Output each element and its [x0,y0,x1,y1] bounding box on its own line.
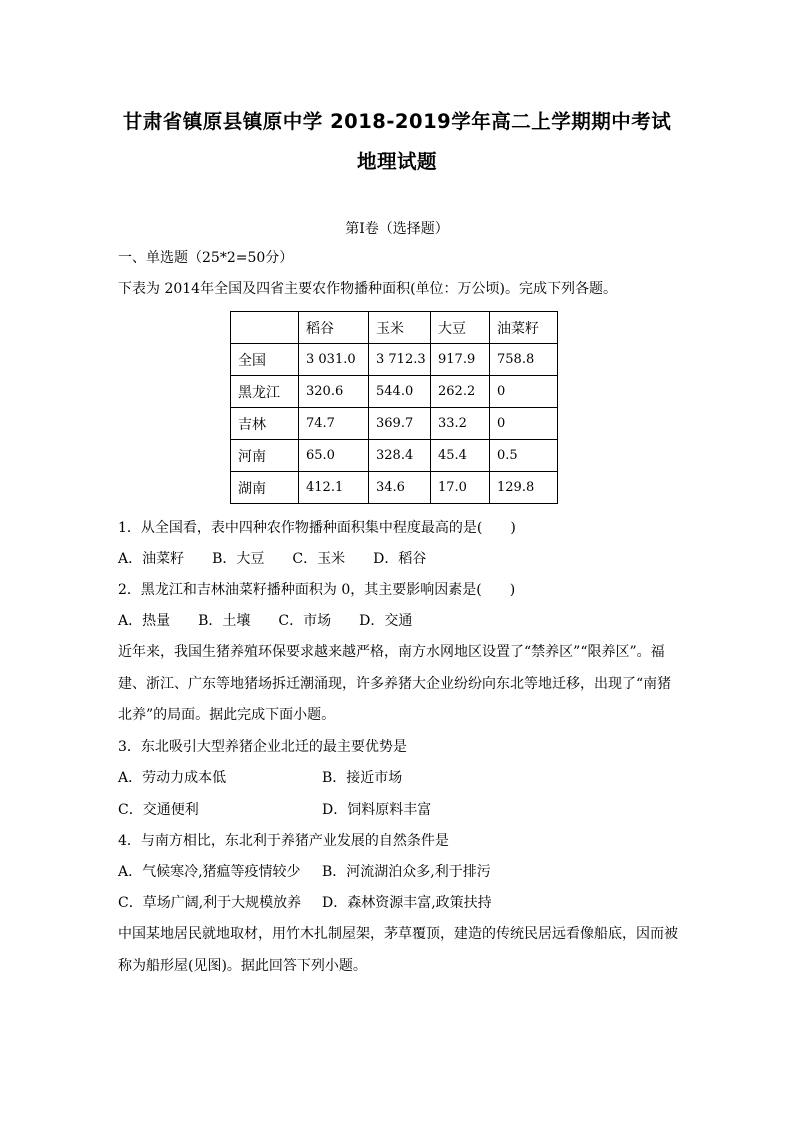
table-row-label: 吉林 [231,408,299,440]
question-4-stem: 4．与南方相比，东北利于养猪产业发展的自然条件是 [118,833,449,849]
table-cell: 129.8 [490,472,558,504]
table-row [231,472,558,504]
table-cell: 320.6 [299,376,369,408]
table-cell: 328.4 [369,440,431,472]
table-cell: 544.0 [369,376,431,408]
table-row [231,440,558,472]
question-3-stem: 3．东北吸引大型养猪企业北迁的最主要优势是 [118,739,407,755]
question-3-option-b: B．接近市场 [322,770,403,786]
table-cell: 33.2 [431,408,490,440]
table-cell: 45.4 [431,440,490,472]
table-cell: 758.8 [490,344,558,376]
question-3-option-d: D．饲料原料丰富 [322,802,432,818]
table-cell: 0 [490,376,558,408]
question-1-options: A．油菜籽 B．大豆 C．玉米 D．稻谷 [118,551,427,567]
table-row [231,344,558,376]
question-2-options: A．热量 B．土壤 C．市场 D．交通 [118,613,413,629]
table-cell: 917.9 [431,344,490,376]
section-heading: 第Ⅰ卷（选择题） [345,221,449,237]
table-cell: 0 [490,408,558,440]
table-cell: 0.5 [490,440,558,472]
table-header-cell: 稻谷 [299,312,369,344]
table-cell: 74.7 [299,408,369,440]
table-cell: 3 712.3 [369,344,431,376]
table-header-cell: 玉米 [369,312,431,344]
table-cell: 17.0 [431,472,490,504]
table-cell: 412.1 [299,472,369,504]
table-row-label: 全国 [231,344,299,376]
exam-title-line1: 甘肃省镇原县镇原中学 2018-2019学年高二上学期期中考试 [122,110,672,133]
table-cell: 369.7 [369,408,431,440]
question-4-option-d: D．森林资源丰富,政策扶持 [322,895,492,911]
table-intro: 下表为 2014年全国及四省主要农作物播种面积(单位：万公顷)。完成下列各题。 [118,281,618,297]
table-row [231,376,558,408]
question-3-option-a: A．劳动力成本低 [118,770,227,786]
exam-title-line2: 地理试题 [356,150,437,173]
table-header-row [231,312,558,344]
question-4-option-c: C．草场广阔,利于大规模放养 [118,895,302,911]
question-3-option-c: C．交通便利 [118,802,199,818]
table-header-cell [231,312,299,344]
question-4-option-a: A．气候寒冷,猪瘟等疫情较少 [118,864,301,880]
table-row-label: 湖南 [231,472,299,504]
boat-house-passage: 中国某地居民就地取材，用竹木扎制屋架，茅草覆顶，建造的传统民居远看像船底，因而被称为船形屋(见图)。据此回答下列小题。 [118,926,678,974]
table-cell: 34.6 [369,472,431,504]
question-2-stem: 2．黑龙江和吉林油菜籽播种面积为 0，其主要影响因素是( ) [118,582,516,598]
table-row [231,408,558,440]
table-header-cell: 油菜籽 [490,312,558,344]
table-row-label: 黑龙江 [231,376,299,408]
table-cell: 3 031.0 [299,344,369,376]
crop-area-table [230,311,558,504]
table-cell: 65.0 [299,440,369,472]
table-row-label: 河南 [231,440,299,472]
question-4-option-b: B．河流湖泊众多,利于排污 [322,864,491,880]
question-1-stem: 1．从全国看，表中四种农作物播种面积集中程度最高的是( ) [118,520,516,536]
part-heading: 一、单选题（25*2=50分） [118,250,294,266]
pig-farming-passage: 近年来，我国生猪养殖环保要求越来越严格，南方水网地区设置了“禁养区”“限养区”。福建、浙江、广东等地猪场拆迁潮涌现，许多养猪大企业纷纷向东北等地迁移，出现了“南猪北养”的局面。据此完成下面小题。 [118,644,672,723]
table-cell: 262.2 [431,376,490,408]
table-header-cell: 大豆 [431,312,490,344]
